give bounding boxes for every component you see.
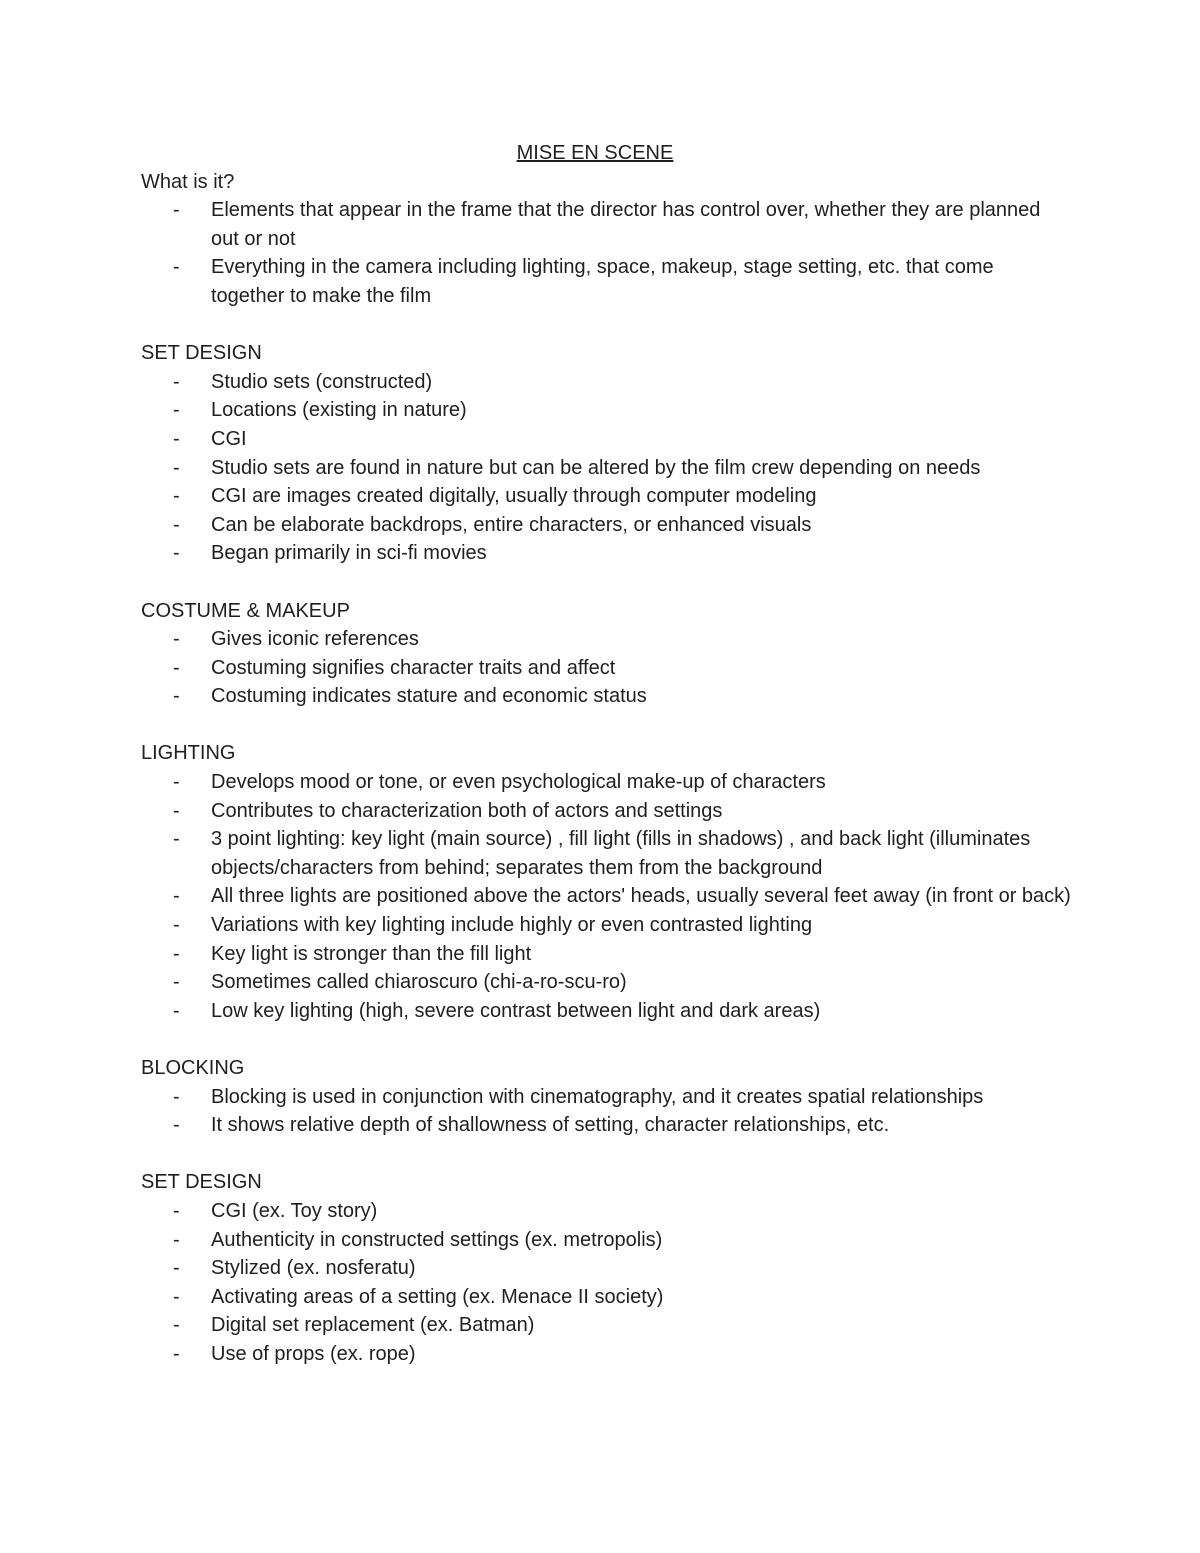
dash-bullet-icon: - — [173, 513, 180, 536]
list-item-text: Gives iconic references — [211, 628, 419, 651]
list-item-text: Elements that appear in the frame that the director has control over, whether they are planned out or not — [211, 199, 1041, 250]
section-3 — [141, 739, 1071, 1025]
bullet-list — [141, 768, 1071, 1025]
dash-bullet-icon: - — [173, 828, 180, 851]
section-2 — [141, 597, 1071, 711]
list-item — [141, 368, 1071, 397]
list-item-text: Authenticity in constructed settings (ex. metropolis) — [211, 1228, 663, 1251]
dash-bullet-icon: - — [173, 370, 180, 393]
dash-bullet-icon: - — [173, 628, 180, 651]
section-heading: SET DESIGN — [141, 1171, 262, 1194]
list-item-text: Use of props (ex. rope) — [211, 1342, 416, 1365]
list-item-text: Costuming indicates stature and economic status — [211, 685, 647, 708]
list-item — [141, 425, 1071, 454]
dash-bullet-icon: - — [173, 427, 180, 450]
dash-bullet-icon: - — [173, 999, 180, 1022]
dash-bullet-icon: - — [173, 1114, 180, 1137]
list-item-text: CGI (ex. Toy story) — [211, 1199, 378, 1222]
list-item — [141, 511, 1071, 540]
dash-bullet-icon: - — [173, 914, 180, 937]
list-item-text: Develops mood or tone, or even psychological make-up of characters — [211, 771, 826, 794]
dash-bullet-icon: - — [173, 542, 180, 565]
list-item-text: Studio sets are found in nature but can be altered by the film crew depending on needs — [211, 456, 981, 479]
list-item — [141, 1083, 1071, 1112]
section-heading: LIGHTING — [141, 742, 236, 765]
list-item-text: Began primarily in sci-fi movies — [211, 542, 487, 565]
list-item-text: Studio sets (constructed) — [211, 370, 433, 393]
list-item — [141, 940, 1071, 969]
list-item-text: Blocking is used in conjunction with cinematography, and it creates spatial relationships — [211, 1085, 984, 1108]
dash-bullet-icon: - — [173, 656, 180, 679]
dash-bullet-icon: - — [173, 1228, 180, 1251]
bullet-list — [141, 625, 1071, 711]
dash-bullet-icon: - — [173, 771, 180, 794]
section-heading: SET DESIGN — [141, 342, 262, 365]
section-1 — [141, 339, 1071, 568]
section-0 — [141, 168, 1071, 311]
dash-bullet-icon: - — [173, 399, 180, 422]
list-item-text: All three lights are positioned above the actors' heads, usually several feet away (in front or back) — [211, 885, 1071, 908]
dash-bullet-icon: - — [173, 1285, 180, 1308]
list-item — [141, 968, 1071, 997]
dash-bullet-icon: - — [173, 1085, 180, 1108]
list-item-text: It shows relative depth of shallowness of setting, character relationships, etc. — [211, 1114, 890, 1137]
list-item-text: Low key lighting (high, severe contrast between light and dark areas) — [211, 999, 821, 1022]
list-item-text: Can be elaborate backdrops, entire characters, or enhanced visuals — [211, 513, 812, 536]
list-item — [141, 1311, 1071, 1340]
list-item — [141, 911, 1071, 940]
list-item — [141, 797, 1071, 826]
list-item — [141, 825, 1071, 882]
list-item — [141, 454, 1071, 483]
dash-bullet-icon: - — [173, 1342, 180, 1365]
dash-bullet-icon: - — [173, 885, 180, 908]
document-title: MISE EN SCENE — [516, 142, 674, 164]
section-4 — [141, 1054, 1071, 1140]
section-5 — [141, 1168, 1071, 1368]
list-item — [141, 625, 1071, 654]
list-item-text: Key light is stronger than the fill light — [211, 942, 532, 965]
dash-bullet-icon: - — [173, 1199, 180, 1222]
list-item-text: 3 point lighting: key light (main source) , fill light (fills in shadows) , and back light (illuminates objects/characters from behind; separates them from the background — [211, 828, 1031, 879]
dash-bullet-icon: - — [173, 485, 180, 508]
section-heading: BLOCKING — [141, 1057, 245, 1079]
list-item — [141, 768, 1071, 797]
list-item-text: Digital set replacement (ex. Batman) — [211, 1314, 535, 1337]
dash-bullet-icon: - — [173, 685, 180, 708]
list-item-text: Everything in the camera including lighting, space, makeup, stage setting, etc. that come together to make the film — [211, 256, 994, 307]
list-item — [141, 682, 1071, 711]
list-item — [141, 1226, 1071, 1255]
list-item-text: CGI — [211, 427, 247, 450]
list-item — [141, 654, 1071, 683]
list-item — [141, 253, 1071, 310]
dash-bullet-icon: - — [173, 1257, 180, 1280]
list-item-text: Contributes to characterization both of actors and settings — [211, 799, 723, 822]
dash-bullet-icon: - — [173, 199, 180, 222]
list-item — [141, 539, 1071, 568]
list-item-text: Costuming signifies character traits and affect — [211, 656, 616, 679]
list-item — [141, 196, 1071, 253]
dash-bullet-icon: - — [173, 456, 180, 479]
list-item — [141, 1111, 1071, 1140]
dash-bullet-icon: - — [173, 1314, 180, 1337]
sections-container — [141, 168, 1071, 1369]
section-heading: What is it? — [141, 170, 235, 193]
list-item — [141, 882, 1071, 911]
list-item-text: Variations with key lighting include highly or even contrasted lighting — [211, 914, 813, 937]
document-body — [141, 139, 1071, 1369]
section-heading: COSTUME & MAKEUP — [141, 599, 350, 622]
list-item — [141, 997, 1071, 1026]
list-item — [141, 1283, 1071, 1312]
bullet-list — [141, 1083, 1071, 1140]
list-item-text: CGI are images created digitally, usually through computer modeling — [211, 485, 817, 508]
list-item — [141, 1197, 1071, 1226]
list-item — [141, 482, 1071, 511]
dash-bullet-icon: - — [173, 256, 180, 279]
bullet-list — [141, 368, 1071, 568]
list-item — [141, 1340, 1071, 1369]
list-item — [141, 396, 1071, 425]
bullet-list — [141, 1197, 1071, 1369]
list-item — [141, 1254, 1071, 1283]
dash-bullet-icon: - — [173, 971, 180, 994]
dash-bullet-icon: - — [173, 799, 180, 822]
list-item-text: Locations (existing in nature) — [211, 399, 467, 422]
list-item-text: Activating areas of a setting (ex. Menace II society) — [211, 1285, 664, 1308]
bullet-list — [141, 196, 1071, 310]
list-item-text: Stylized (ex. nosferatu) — [211, 1257, 416, 1280]
dash-bullet-icon: - — [173, 942, 180, 965]
list-item-text: Sometimes called chiaroscuro (chi-a-ro-scu-ro) — [211, 971, 627, 994]
